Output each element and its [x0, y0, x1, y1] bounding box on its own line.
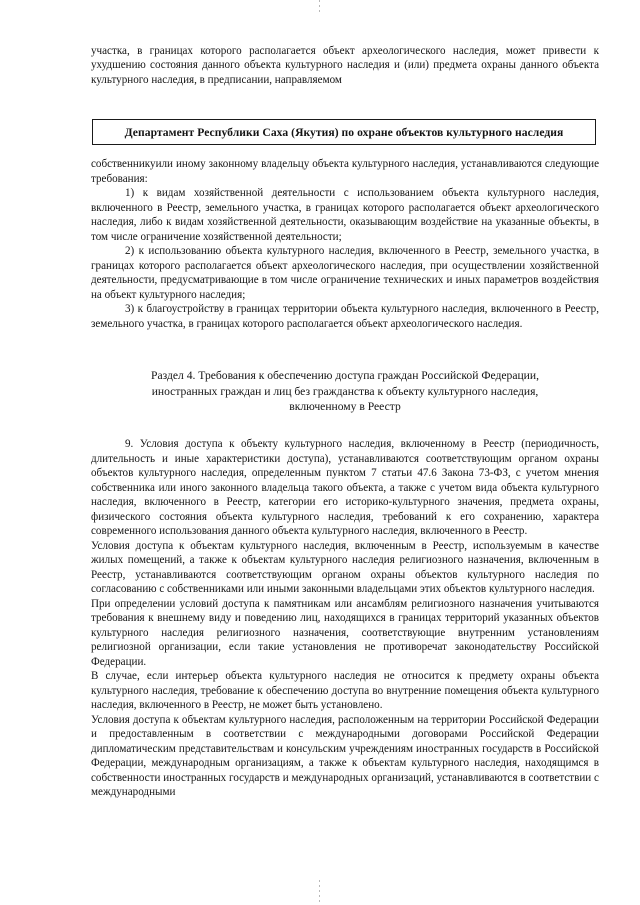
intro-paragraph: [91, 44, 599, 87]
scan-binding-mark-top: [319, 0, 320, 12]
access-paragraph: Условия доступа к объектам культурного наследия, включенным в Реестр, используемым в качестве жилых помещений, а также к объектам культурного наследия религиозного назначения, включенным в Реестр, устанавливаются соответствующим органом охраны объектов культурного наследия по согласованию с собственниками или иными законными владельцами этих объектов культурного наследия.: [91, 539, 599, 595]
access-paragraph: При определении условий доступа к памятникам или ансамблям религиозного назначения учитываются требования к внешнему виду и поведению лиц, находящихся в границах территорий указанных объектов культурного наследия религиозного назначения, соответствующие внутренним установлениям религиозной организации, если такие установления не противоречат законодательству Российской Федерации.: [91, 597, 599, 668]
access-conditions-section: [91, 437, 599, 800]
scan-binding-mark-bottom: [319, 880, 320, 905]
access-paragraph: В случае, если интерьер объекта культурного наследия не относится к предмету охраны объекта культурного наследия, требование к обеспечению доступа во внутренние помещения объекта культурного наследия, включенного в Реестр, не может быть установлено.: [91, 670, 599, 711]
requirement-item: 1) к видам хозяйственной деятельности с использованием объекта культурного наследия, включенного в Реестр, земельного участка, в границах которого располагается объект археологического наследия, либо к видам хозяйственной деятельности, оказывающим воздействие на указанные объекты, в том числе ограничение хозяйственной деятельности;: [91, 187, 599, 243]
department-box: [92, 119, 596, 145]
requirement-item: 3) к благоустройству в границах территории объекта культурного наследия, включенного в Реестр, земельного участка, в границах которого располагается объект археологического наследия.: [91, 303, 599, 330]
requirements-lead: собственникуили иному законному владельцу объекта культурного наследия, устанавливаются следующие требования:: [91, 158, 599, 185]
intro-text: участка, в границах которого располагается объект археологического наследия, может привести к ухудшению состояния данного объекта культурного наследия и (или) предмета охраны данного объекта культурного наследия, в предписании, направляемом: [91, 45, 599, 86]
section-heading: [110, 368, 580, 415]
section-heading-line: включенному в Реестр: [289, 400, 401, 413]
access-paragraph: 9. Условия доступа к объекту культурного наследия, включенному в Реестр (периодичность, длительность и иные характеристики доступа), устанавливаются соответствующим органом охраны объектов культурного наследия, определенным пунктом 7 статьи 47.6 Закона 73-ФЗ, с учетом мнения собственника или иного законного владельца такого объекта, а также с учетом вида объекта культурного наследия, включенного в Реестр, категории его историко-культурного значения, предмета охраны, физического состояния объекта культурного наследия, требований к его сохранению, характера современного использования данного объекта культурного наследия, включенного в Реестр.: [91, 438, 599, 537]
section-heading-line: иностранных граждан и лиц без гражданства к объекту культурного наследия,: [151, 384, 539, 398]
requirement-item: 2) к использованию объекта культурного наследия, включенного в Реестр, земельного участка, в границах которого располагается объект археологического наследия, при осуществлении хозяйственной деятельности, предусматривающие в том числе ограничение технических и иных параметров воздействия на объект культурного наследия;: [91, 245, 599, 301]
access-paragraph: Условия доступа к объектам культурного наследия, расположенным на территории Российской Федерации и предоставленным в соответствии с международными договорами Российской Федерации дипломатическим представительствам и консульским учреждениям иностранных государств в Российской Федерации, международным организациям, а также к объектам культурного наследия, находящимся в собственности иностранных государств и международных организаций, устанавливаются в соответствии с международными: [91, 713, 599, 798]
department-name: Департамент Республики Саха (Якутия) по охране объектов культурного наследия: [124, 125, 564, 139]
requirements-section: [91, 157, 599, 331]
section-heading-line: Раздел 4. Требования к обеспечению доступа граждан Российской Федерации,: [151, 369, 539, 382]
